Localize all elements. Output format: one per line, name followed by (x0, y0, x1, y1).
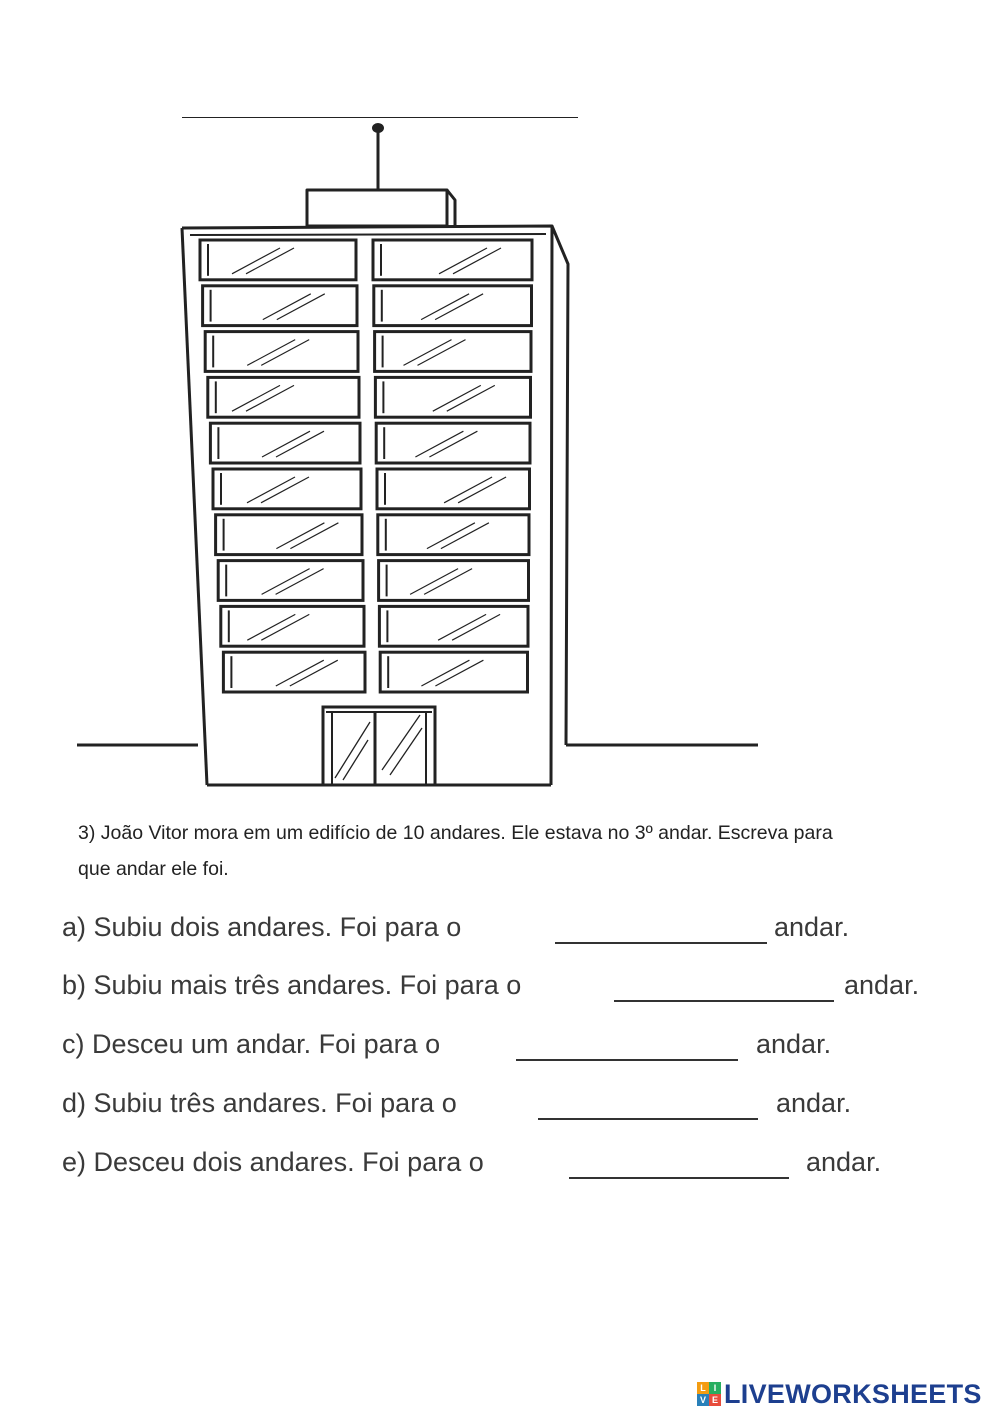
liveworksheets-text: LIVEWORKSHEETS (724, 1378, 982, 1409)
question-a-suffix: andar. (774, 912, 850, 942)
window-floor-6-right (376, 423, 530, 463)
window-floor-4-left (216, 515, 362, 555)
answer-e-input[interactable] (569, 1149, 793, 1179)
answer-c-blank[interactable] (516, 1059, 738, 1061)
window-floor-9-right (374, 286, 532, 326)
window-floor-8-left (205, 332, 358, 372)
question-a-prefix: a) Subiu dois andares. Foi para o (62, 912, 462, 942)
answer-a-blank[interactable] (555, 942, 767, 944)
question-c-prefix: c) Desceu um andar. Foi para o (62, 1029, 441, 1059)
window-floor-1-left (223, 652, 365, 692)
answer-c-input[interactable] (516, 1031, 742, 1061)
liveworksheets-icon (697, 1382, 721, 1406)
window-floor-9-left (203, 286, 357, 326)
question-e (62, 1147, 922, 1187)
liveworksheets-logo (697, 1378, 982, 1410)
window-floor-2-right (379, 606, 528, 646)
window-floor-1-right (380, 652, 527, 692)
question-e-suffix: andar. (806, 1147, 882, 1177)
question-a (62, 912, 882, 952)
window-floor-8-right (375, 332, 531, 372)
window-floor-2-left (221, 606, 364, 646)
window-floor-10-right (373, 240, 532, 280)
intro-text: 3) João Vitor mora em um edifício de 10 andares. Ele estava no 3º andar. Escreva para que andar ele foi. (78, 822, 833, 880)
answer-d-blank[interactable] (538, 1118, 758, 1120)
logo-letter-i: I (709, 1382, 721, 1394)
question-d-suffix: andar. (776, 1088, 852, 1118)
question-c-suffix: andar. (756, 1029, 832, 1059)
question-b (62, 970, 942, 1010)
question-d (62, 1088, 882, 1128)
answer-b-input[interactable] (614, 972, 838, 1002)
logo-letter-e: E (709, 1394, 721, 1406)
window-floor-3-left (218, 561, 363, 601)
answer-b-blank[interactable] (614, 1000, 834, 1002)
window-floor-3-right (379, 561, 529, 601)
logo-letter-l: L (697, 1382, 709, 1394)
question-b-suffix: andar. (844, 970, 920, 1000)
answer-e-blank[interactable] (569, 1177, 789, 1179)
question-c (62, 1029, 862, 1069)
window-floor-7-right (375, 377, 530, 417)
window-floor-6-left (210, 423, 360, 463)
answer-a-input[interactable] (555, 914, 771, 944)
question-d-prefix: d) Subiu três andares. Foi para o (62, 1088, 457, 1118)
window-floor-5-right (377, 469, 530, 509)
answer-d-input[interactable] (538, 1090, 762, 1120)
question-e-prefix: e) Desceu dois andares. Foi para o (62, 1147, 484, 1177)
window-floor-7-left (208, 377, 359, 417)
question-b-prefix: b) Subiu mais três andares. Foi para o (62, 970, 522, 1000)
logo-letter-v: V (697, 1394, 709, 1406)
window-floor-10-left (200, 240, 356, 280)
